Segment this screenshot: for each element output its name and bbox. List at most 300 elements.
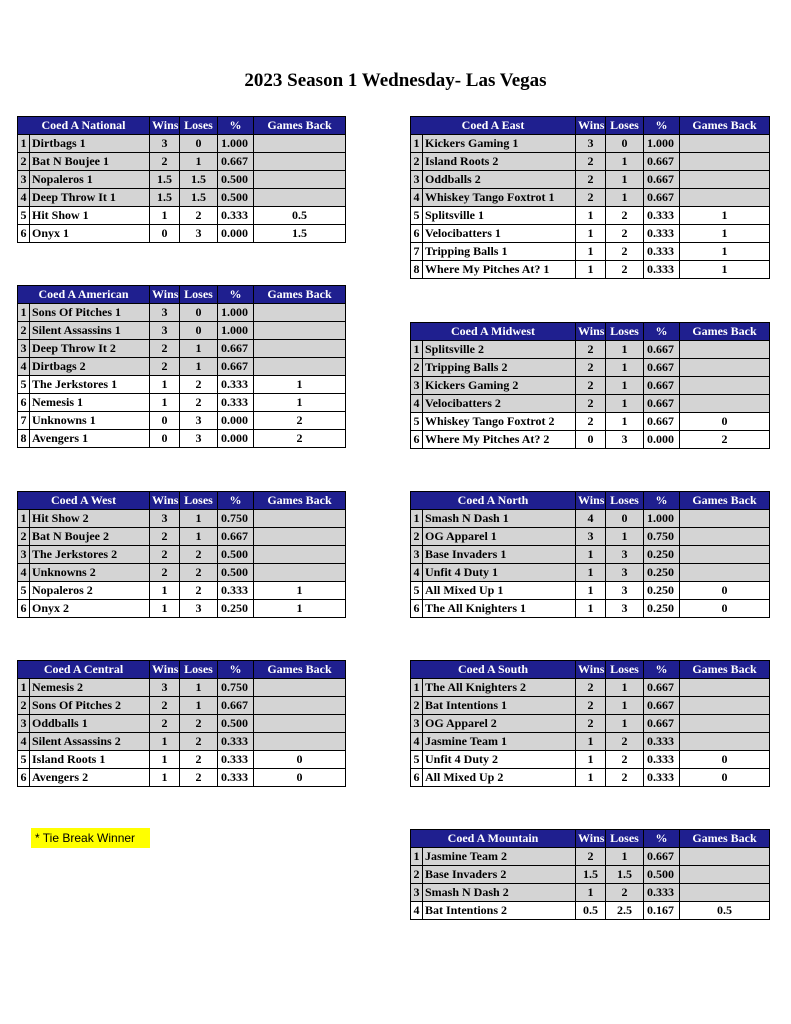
table-row [411,733,770,751]
games-back-cell: 0 [680,413,770,431]
wins-header: Wins [150,661,180,679]
rank-cell: 6 [411,225,423,243]
pct-cell: 0.500 [218,189,254,207]
team-name-cell: All Mixed Up 2 [423,769,576,787]
wins-cell: 1 [576,564,606,582]
pct-cell: 0.250 [644,546,680,564]
team-name-cell: Where My Pitches At? 2 [423,431,576,449]
division-name: Coed A East [411,117,576,135]
pct-cell: 0.500 [218,715,254,733]
wins-cell: 0.5 [576,902,606,920]
team-name-cell: Bat N Boujee 1 [30,153,150,171]
pct-cell: 0.333 [644,733,680,751]
team-name-cell: Smash N Dash 1 [423,510,576,528]
table-row [18,358,346,376]
rank-cell: 4 [411,564,423,582]
rank-cell: 3 [411,884,423,902]
team-name-cell: Bat Intentions 2 [423,902,576,920]
team-name-cell: Oddballs 2 [423,171,576,189]
table-row [18,135,346,153]
rank-cell: 1 [411,510,423,528]
wins-cell: 2 [576,679,606,697]
wins-cell: 1 [576,751,606,769]
table-row [18,430,346,448]
wins-header: Wins [150,492,180,510]
pct-cell: 0.333 [218,376,254,394]
wins-cell: 2 [576,413,606,431]
team-name-cell: Splitsville 2 [423,341,576,359]
team-name-cell: All Mixed Up 1 [423,582,576,600]
loses-cell: 2 [180,769,218,787]
games-back-cell: 0.5 [680,902,770,920]
division-table-coed-a-central [17,660,346,787]
rank-cell: 4 [18,189,30,207]
games-back-cell [680,377,770,395]
page-title: 2023 Season 1 Wednesday- Las Vegas [244,70,547,91]
header-row [411,661,770,679]
wins-cell: 2 [576,848,606,866]
wins-cell: 3 [150,135,180,153]
games-back-cell [254,697,346,715]
games-back-cell [680,171,770,189]
loses-cell: 1 [606,341,644,359]
table-row [411,848,770,866]
pct-cell: 0.500 [644,866,680,884]
rank-cell: 3 [18,340,30,358]
loses-cell: 2 [606,884,644,902]
loses-cell: 1 [180,679,218,697]
rank-cell: 3 [18,171,30,189]
loses-cell: 1 [606,413,644,431]
header-row [411,117,770,135]
pct-cell: 0.333 [218,582,254,600]
wins-cell: 2 [576,377,606,395]
games-back-cell [254,546,346,564]
games-back-cell: 0.5 [254,207,346,225]
loses-cell: 2 [606,769,644,787]
table-row [18,322,346,340]
team-name-cell: Deep Throw It 2 [30,340,150,358]
games-back-cell: 0 [680,751,770,769]
games-back-cell [254,679,346,697]
team-name-cell: Base Invaders 2 [423,866,576,884]
table-row [411,171,770,189]
division-table-coed-a-midwest [410,322,770,449]
loses-cell: 3 [606,564,644,582]
header-row [18,117,346,135]
pct-cell: 0.167 [644,902,680,920]
wins-cell: 2 [576,715,606,733]
pct-cell: 0.667 [644,679,680,697]
team-name-cell: Sons Of Pitches 1 [30,304,150,322]
team-name-cell: Nopaleros 1 [30,171,150,189]
rank-cell: 6 [411,431,423,449]
division-table-coed-a-west [17,491,346,618]
table-row [411,207,770,225]
games-back-cell: 0 [254,751,346,769]
games-back-cell: 2 [254,430,346,448]
pct-cell: 0.250 [644,564,680,582]
rank-cell: 3 [411,715,423,733]
rank-cell: 1 [411,679,423,697]
division-name: Coed A Midwest [411,323,576,341]
rank-cell: 1 [18,510,30,528]
rank-cell: 2 [18,153,30,171]
team-name-cell: Jasmine Team 1 [423,733,576,751]
pct-cell: 0.667 [644,697,680,715]
games-back-cell [254,564,346,582]
games-back-cell [680,848,770,866]
pct-cell: 0.333 [218,733,254,751]
loses-cell: 3 [606,600,644,618]
games-back-cell [254,135,346,153]
loses-cell: 2 [180,376,218,394]
loses-cell: 0 [180,322,218,340]
loses-cell: 1 [606,153,644,171]
team-name-cell: Onyx 2 [30,600,150,618]
loses-cell: 2 [180,715,218,733]
pct-cell: 0.500 [218,171,254,189]
loses-header: Loses [606,117,644,135]
loses-cell: 3 [180,600,218,618]
rank-cell: 3 [411,546,423,564]
rank-cell: 5 [18,751,30,769]
table-row [411,751,770,769]
games-back-cell: 1 [254,600,346,618]
games-back-cell [680,510,770,528]
games-back-header: Games Back [254,661,346,679]
wins-cell: 3 [150,679,180,697]
table-row [411,341,770,359]
wins-cell: 2 [576,359,606,377]
wins-cell: 1 [150,751,180,769]
games-back-cell [680,528,770,546]
pct-cell: 0.333 [644,751,680,769]
rank-cell: 2 [411,528,423,546]
pct-cell: 1.000 [644,135,680,153]
rank-cell: 6 [18,394,30,412]
division-table-coed-a-national [17,116,346,243]
team-name-cell: Unfit 4 Duty 2 [423,751,576,769]
wins-cell: 1 [150,733,180,751]
team-name-cell: Unknowns 2 [30,564,150,582]
team-name-cell: Onyx 1 [30,225,150,243]
division-name: Coed A West [18,492,150,510]
table-row [18,751,346,769]
team-name-cell: Avengers 1 [30,430,150,448]
rank-cell: 1 [411,135,423,153]
rank-cell: 6 [411,769,423,787]
table-row [411,510,770,528]
pct-cell: 0.667 [218,358,254,376]
loses-cell: 1.5 [180,189,218,207]
wins-cell: 1 [576,546,606,564]
rank-cell: 6 [18,600,30,618]
loses-cell: 0 [606,510,644,528]
pct-cell: 0.250 [644,582,680,600]
wins-cell: 2 [576,341,606,359]
games-back-header: Games Back [254,286,346,304]
games-back-cell [680,153,770,171]
loses-header: Loses [606,830,644,848]
loses-cell: 1 [606,715,644,733]
pct-cell: 0.333 [218,394,254,412]
games-back-cell: 1 [680,261,770,279]
loses-cell: 1 [606,697,644,715]
division-name: Coed A Mountain [411,830,576,848]
games-back-cell: 0 [680,769,770,787]
division-name: Coed A North [411,492,576,510]
rank-cell: 5 [411,207,423,225]
games-back-cell [680,715,770,733]
table-row [18,733,346,751]
games-back-cell [254,153,346,171]
wins-cell: 1 [150,769,180,787]
rank-cell: 1 [411,848,423,866]
pct-cell: 0.000 [218,412,254,430]
loses-header: Loses [180,286,218,304]
pct-cell: 0.333 [644,243,680,261]
games-back-header: Games Back [680,323,770,341]
header-row [411,830,770,848]
pct-cell: 1.000 [218,322,254,340]
table-row [18,582,346,600]
table-row [18,528,346,546]
pct-cell: 0.333 [644,207,680,225]
games-back-header: Games Back [680,492,770,510]
header-row [411,323,770,341]
games-back-cell [680,189,770,207]
pct-cell: 0.750 [218,679,254,697]
games-back-header: Games Back [680,830,770,848]
loses-header: Loses [180,117,218,135]
rank-cell: 1 [18,135,30,153]
loses-header: Loses [606,661,644,679]
games-back-cell [254,358,346,376]
games-back-cell [680,733,770,751]
table-row [411,715,770,733]
team-name-cell: OG Apparel 1 [423,528,576,546]
wins-header: Wins [576,830,606,848]
games-back-cell: 2 [254,412,346,430]
wins-cell: 0 [150,225,180,243]
loses-cell: 3 [606,546,644,564]
pct-cell: 0.250 [644,600,680,618]
rank-cell: 5 [411,582,423,600]
pct-header: % [644,492,680,510]
wins-cell: 0 [150,430,180,448]
wins-cell: 3 [150,322,180,340]
division-table-coed-a-north [410,491,770,618]
wins-cell: 2 [576,395,606,413]
wins-cell: 1.5 [150,171,180,189]
games-back-cell [680,341,770,359]
team-name-cell: Unfit 4 Duty 1 [423,564,576,582]
loses-cell: 1 [606,528,644,546]
games-back-cell [254,322,346,340]
rank-cell: 4 [411,395,423,413]
team-name-cell: Deep Throw It 1 [30,189,150,207]
rank-cell: 2 [411,359,423,377]
wins-cell: 3 [150,510,180,528]
table-row [18,769,346,787]
table-row [411,225,770,243]
rank-cell: 1 [18,304,30,322]
table-row [411,359,770,377]
pct-cell: 0.750 [218,510,254,528]
team-name-cell: The All Knighters 1 [423,600,576,618]
table-row [18,376,346,394]
table-row [411,153,770,171]
rank-cell: 4 [18,733,30,751]
team-name-cell: The Jerkstores 2 [30,546,150,564]
team-name-cell: Whiskey Tango Foxtrot 2 [423,413,576,431]
rank-cell: 6 [411,600,423,618]
wins-cell: 1.5 [576,866,606,884]
games-back-cell [680,395,770,413]
games-back-header: Games Back [680,661,770,679]
wins-cell: 3 [576,135,606,153]
rank-cell: 2 [18,322,30,340]
pct-header: % [644,830,680,848]
pct-cell: 0.500 [218,564,254,582]
header-row [18,661,346,679]
wins-header: Wins [150,286,180,304]
rank-cell: 5 [18,376,30,394]
wins-cell: 1 [150,582,180,600]
loses-cell: 1 [606,848,644,866]
loses-cell: 0 [180,135,218,153]
wins-cell: 2 [576,171,606,189]
loses-cell: 2 [180,546,218,564]
loses-cell: 3 [180,412,218,430]
loses-cell: 3 [606,431,644,449]
pct-header: % [644,323,680,341]
table-row [18,510,346,528]
wins-header: Wins [150,117,180,135]
loses-cell: 3 [180,430,218,448]
rank-cell: 2 [411,866,423,884]
table-row [411,866,770,884]
pct-cell: 1.000 [644,510,680,528]
pct-header: % [218,117,254,135]
table-row [411,884,770,902]
pct-cell: 0.333 [644,884,680,902]
header-row [18,492,346,510]
loses-cell: 1 [180,153,218,171]
team-name-cell: Silent Assassins 1 [30,322,150,340]
table-row [18,304,346,322]
rank-cell: 3 [18,715,30,733]
wins-header: Wins [576,492,606,510]
table-row [18,207,346,225]
pct-cell: 0.333 [218,751,254,769]
pct-cell: 0.667 [644,171,680,189]
wins-cell: 1 [576,769,606,787]
games-back-cell: 0 [254,769,346,787]
table-row [411,697,770,715]
table-row [18,394,346,412]
table-row [18,697,346,715]
wins-cell: 1 [150,394,180,412]
table-row [411,564,770,582]
rank-cell: 4 [411,902,423,920]
wins-cell: 2 [150,697,180,715]
pct-cell: 0.333 [644,769,680,787]
loses-cell: 1 [606,189,644,207]
rank-cell: 2 [18,697,30,715]
table-row [411,377,770,395]
pct-cell: 0.667 [644,413,680,431]
table-row [18,153,346,171]
rank-cell: 2 [18,528,30,546]
team-name-cell: Splitsville 1 [423,207,576,225]
games-back-cell [680,564,770,582]
team-name-cell: Sons Of Pitches 2 [30,697,150,715]
rank-cell: 7 [18,412,30,430]
wins-cell: 3 [150,304,180,322]
team-name-cell: Tripping Balls 1 [423,243,576,261]
loses-cell: 2 [606,733,644,751]
loses-cell: 2.5 [606,902,644,920]
loses-cell: 1 [180,510,218,528]
team-name-cell: Velocibatters 2 [423,395,576,413]
team-name-cell: The Jerkstores 1 [30,376,150,394]
wins-cell: 2 [150,340,180,358]
wins-cell: 1 [576,207,606,225]
rank-cell: 3 [411,377,423,395]
table-row [411,679,770,697]
games-back-cell: 1 [254,376,346,394]
wins-cell: 0 [576,431,606,449]
division-table-coed-a-mountain [410,829,770,920]
table-row [18,564,346,582]
wins-cell: 2 [576,697,606,715]
team-name-cell: Island Roots 1 [30,751,150,769]
pct-header: % [218,492,254,510]
wins-cell: 1 [576,733,606,751]
table-row [18,412,346,430]
pct-cell: 0.667 [644,153,680,171]
games-back-header: Games Back [254,117,346,135]
pct-cell: 0.667 [644,359,680,377]
pct-header: % [218,661,254,679]
pct-cell: 0.000 [644,431,680,449]
table-row [411,135,770,153]
pct-cell: 0.000 [218,430,254,448]
division-table-coed-a-south [410,660,770,787]
team-name-cell: Island Roots 2 [423,153,576,171]
team-name-cell: Unknowns 1 [30,412,150,430]
team-name-cell: Whiskey Tango Foxtrot 1 [423,189,576,207]
games-back-cell: 1 [680,207,770,225]
table-row [18,546,346,564]
loses-cell: 1 [606,395,644,413]
table-row [18,225,346,243]
loses-cell: 2 [180,733,218,751]
table-row [411,413,770,431]
wins-cell: 2 [576,189,606,207]
pct-cell: 0.333 [218,207,254,225]
team-name-cell: Kickers Gaming 2 [423,377,576,395]
rank-cell: 6 [18,225,30,243]
wins-cell: 1 [576,243,606,261]
rank-cell: 1 [18,679,30,697]
pct-cell: 0.250 [218,600,254,618]
games-back-cell [254,733,346,751]
team-name-cell: Velocibatters 1 [423,225,576,243]
division-table-coed-a-east [410,116,770,279]
